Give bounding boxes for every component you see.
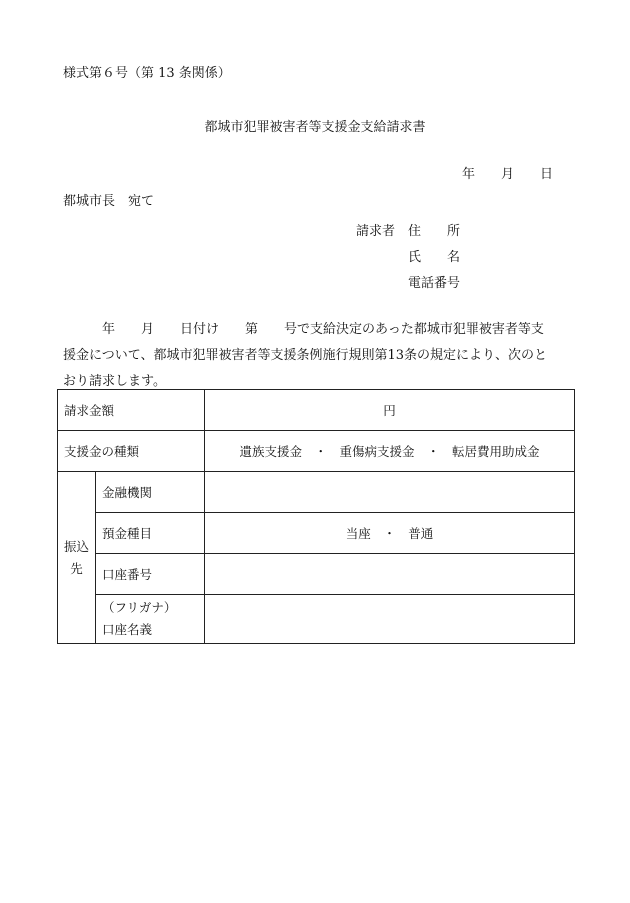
amount-label: 請求金額 xyxy=(58,390,205,431)
name-label: 氏 名 xyxy=(408,250,461,265)
account-name-label: 口座名義 xyxy=(102,622,153,637)
form-number: 様式第６号（第 13 条関係） xyxy=(63,66,231,81)
statement-line: 援金について、都城市犯罪被害者等支援条例施行規則第13条の規定により、次のと xyxy=(63,348,548,363)
account-name-field[interactable] xyxy=(205,595,575,644)
transfer-label-line2: 先 xyxy=(70,560,83,576)
phone-label: 電話番号 xyxy=(408,276,461,291)
type-options[interactable]: 遺族支援金 ・ 重傷病支援金 ・ 転居費用助成金 xyxy=(205,431,575,472)
address-label: 住 所 xyxy=(408,224,461,239)
claimant-label: 請求者 xyxy=(356,224,396,239)
amount-field[interactable] xyxy=(205,390,575,431)
request-statement xyxy=(63,317,575,395)
claim-table xyxy=(57,389,575,644)
amount-row xyxy=(58,390,575,431)
date-line: 年 月 日 xyxy=(462,167,554,182)
addressee: 都城市長 宛て xyxy=(63,194,155,209)
claimant-block xyxy=(356,220,460,298)
account-number-row xyxy=(58,554,575,595)
account-number-field[interactable] xyxy=(205,554,575,595)
type-row xyxy=(58,431,575,472)
transfer-label-line1: 振込 xyxy=(63,538,89,554)
type-label: 支援金の種類 xyxy=(58,431,205,472)
amount-unit: 円 xyxy=(383,403,396,418)
document-title: 都城市犯罪被害者等支援金支給請求書 xyxy=(204,120,426,135)
transfer-destination-label xyxy=(58,472,96,644)
statement-line: おり請求します。 xyxy=(63,374,166,389)
furigana-label: （フリガナ） xyxy=(102,600,177,615)
deposit-type-options[interactable]: 当座 ・ 普通 xyxy=(205,513,575,554)
deposit-type-row xyxy=(58,513,575,554)
bank-label: 金融機関 xyxy=(96,472,205,513)
account-name-label-cell xyxy=(96,595,205,644)
account-number-label: 口座番号 xyxy=(96,554,205,595)
deposit-type-label: 預金種目 xyxy=(96,513,205,554)
account-name-row xyxy=(58,595,575,644)
bank-row xyxy=(58,472,575,513)
statement-line: 年 月 日付け 第 号で支給決定のあった都城市犯罪被害者等支 xyxy=(63,322,544,337)
bank-field[interactable] xyxy=(205,472,575,513)
